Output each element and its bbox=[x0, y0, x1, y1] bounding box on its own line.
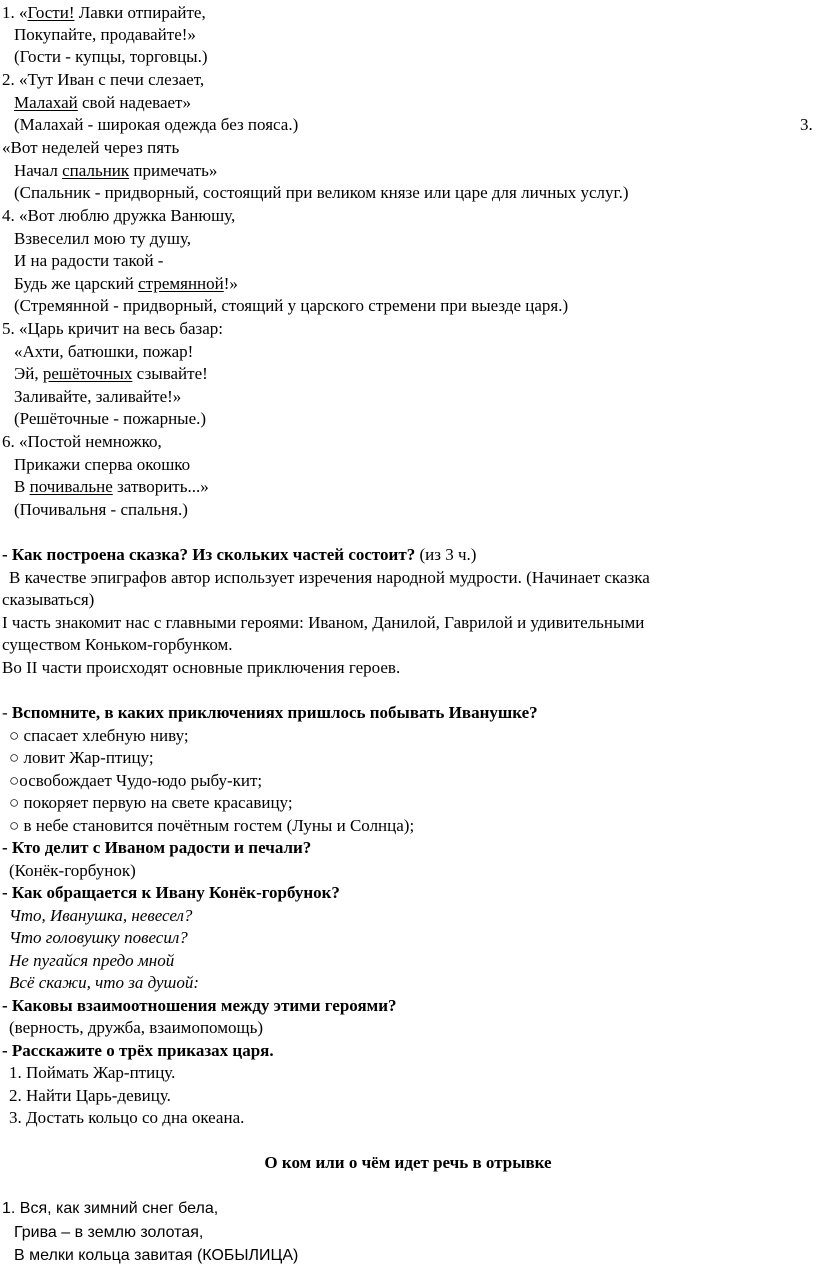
qa-2-quote-line: Что, Иванушка, невесел? bbox=[9, 906, 193, 925]
structure-line-2: сказываться) bbox=[2, 590, 95, 609]
glossary-term: решёточных bbox=[42, 364, 133, 383]
glossary-term: спальник bbox=[62, 161, 130, 180]
adventure-item: ○ в небе становится почётным гостем (Луны и Солнца); bbox=[9, 816, 415, 835]
glossary-1-definition: (Гости - купцы, торговцы.) bbox=[14, 47, 208, 66]
glossary-2-definition: (Малахай - широкая одежда без пояса.) bbox=[14, 115, 299, 134]
qa-3-answer: (верность, дружба, взаимопомощь) bbox=[9, 1018, 263, 1037]
riddle-line-2: Грива – в землю золотая, bbox=[14, 1224, 204, 1241]
structure-question: - Как построена сказка? Из скольких частей состоит? bbox=[2, 545, 416, 564]
qa-2-quote-line: Всё скажи, что за душой: bbox=[9, 973, 200, 992]
structure-line-1: В качестве эпиграфов автор использует изречения народной мудрости. (Начинает сказка bbox=[9, 568, 650, 587]
glossary-6-line-2: Прикажи сперва окошко bbox=[14, 455, 191, 474]
glossary-5-definition: (Решёточные - пожарные.) bbox=[14, 409, 207, 428]
adventure-item: ○ ловит Жар-птицу; bbox=[9, 748, 154, 767]
qa-2-question: - Как обращается к Ивану Конёк-горбунок? bbox=[2, 883, 340, 902]
qa-4-item: 1. Поймать Жар-птицу. bbox=[9, 1063, 176, 1082]
glossary-3-definition: (Спальник - придворный, состоящий при великом князе или царе для личных услуг.) bbox=[14, 183, 629, 202]
glossary-4-line-2: Взвеселил мою ту душу, bbox=[14, 229, 192, 248]
glossary-5-line-3: Эй, решёточных сзывайте! bbox=[14, 364, 208, 383]
glossary-term: Гости! bbox=[27, 3, 75, 22]
glossary-6-line-3: В почивальне затворить...» bbox=[14, 477, 209, 496]
glossary-3-line-1: «Вот неделей через пять bbox=[2, 138, 180, 157]
glossary-4-definition: (Стремянной - придворный, стоящий у царского стремени при выезде царя.) bbox=[14, 296, 569, 315]
glossary-3-line-2: Начал спальник примечать» bbox=[14, 161, 218, 180]
glossary-5-line-4: Заливайте, заливайте!» bbox=[14, 387, 182, 406]
glossary-6-line-1: 6. «Постой немножко, bbox=[2, 432, 162, 451]
glossary-term: почивальне bbox=[29, 477, 113, 496]
qa-2-quote-line: Не пугайся предо мной bbox=[9, 951, 175, 970]
glossary-5-line-1: 5. «Царь кричит на весь базар: bbox=[2, 319, 224, 338]
structure-line-5: Во II части происходят основные приключения героев. bbox=[2, 658, 401, 677]
glossary-2-line-1: 2. «Тут Иван с печи слезает, bbox=[2, 70, 205, 89]
riddle-line-3: В мелки кольца завитая (КОБЫЛИЦА) bbox=[14, 1247, 299, 1264]
glossary-4-line-3: И на радости такой - bbox=[14, 251, 164, 270]
glossary-1-line-2: Покупайте, продавайте!» bbox=[14, 25, 196, 44]
glossary-3-number: 3. bbox=[800, 115, 813, 134]
adventure-item: ○ покоряет первую на свете красавицу; bbox=[9, 793, 293, 812]
qa-3-question: - Каковы взаимоотношения между этими героями? bbox=[2, 996, 397, 1015]
qa-4-item: 3. Достать кольцо со дна океана. bbox=[9, 1108, 245, 1127]
riddle-line-1: 1. Вся, как зимний снег бела, bbox=[2, 1200, 219, 1217]
glossary-4-line-1: 4. «Вот люблю дружка Ванюшу, bbox=[2, 206, 236, 225]
glossary-4-line-4: Будь же царский стремянной!» bbox=[14, 274, 238, 293]
glossary-5-line-2: «Ахти, батюшки, пожар! bbox=[14, 342, 194, 361]
adventures-question: Вспомните, в каких приключениях пришлось побывать Иванушке? bbox=[11, 703, 538, 722]
structure-question-line bbox=[2, 544, 476, 566]
glossary-1-line-1: 1. «Гости! Лавки отпирайте, bbox=[2, 3, 206, 22]
qa-2-quote-line: Что головушку повесил? bbox=[9, 928, 188, 947]
glossary-term: Малахай bbox=[14, 93, 78, 112]
structure-answer-hint: (из 3 ч.) bbox=[415, 545, 477, 564]
structure-line-4: существом Коньком-горбунком. bbox=[2, 635, 233, 654]
qa-4-item: 2. Найти Царь-девицу. bbox=[9, 1086, 171, 1105]
glossary-2-line-2: Малахай свой надевает» bbox=[14, 93, 191, 112]
section-title: О ком или о чём идет речь в отрывке bbox=[264, 1153, 552, 1172]
qa-4-question: - Расскажите о трёх приказах царя. bbox=[2, 1041, 274, 1060]
adventure-item: ○освобождает Чудо-юдо рыбу-кит; bbox=[9, 771, 263, 790]
structure-line-3: I часть знакомит нас с главными героями: Иваном, Данилой, Гаврилой и удивительными bbox=[2, 613, 645, 632]
qa-1-answer: (Конёк-горбунок) bbox=[9, 861, 136, 880]
glossary-term: стремянной bbox=[138, 274, 224, 293]
qa-1-question: - Кто делит с Иваном радости и печали? bbox=[2, 838, 312, 857]
adventure-item: ○ спасает хлебную ниву; bbox=[9, 726, 189, 745]
adventures-question-line: - Вспомните, в каких приключениях пришлось побывать Иванушке? bbox=[2, 703, 538, 722]
glossary-6-definition: (Почивальня - спальня.) bbox=[14, 500, 188, 519]
